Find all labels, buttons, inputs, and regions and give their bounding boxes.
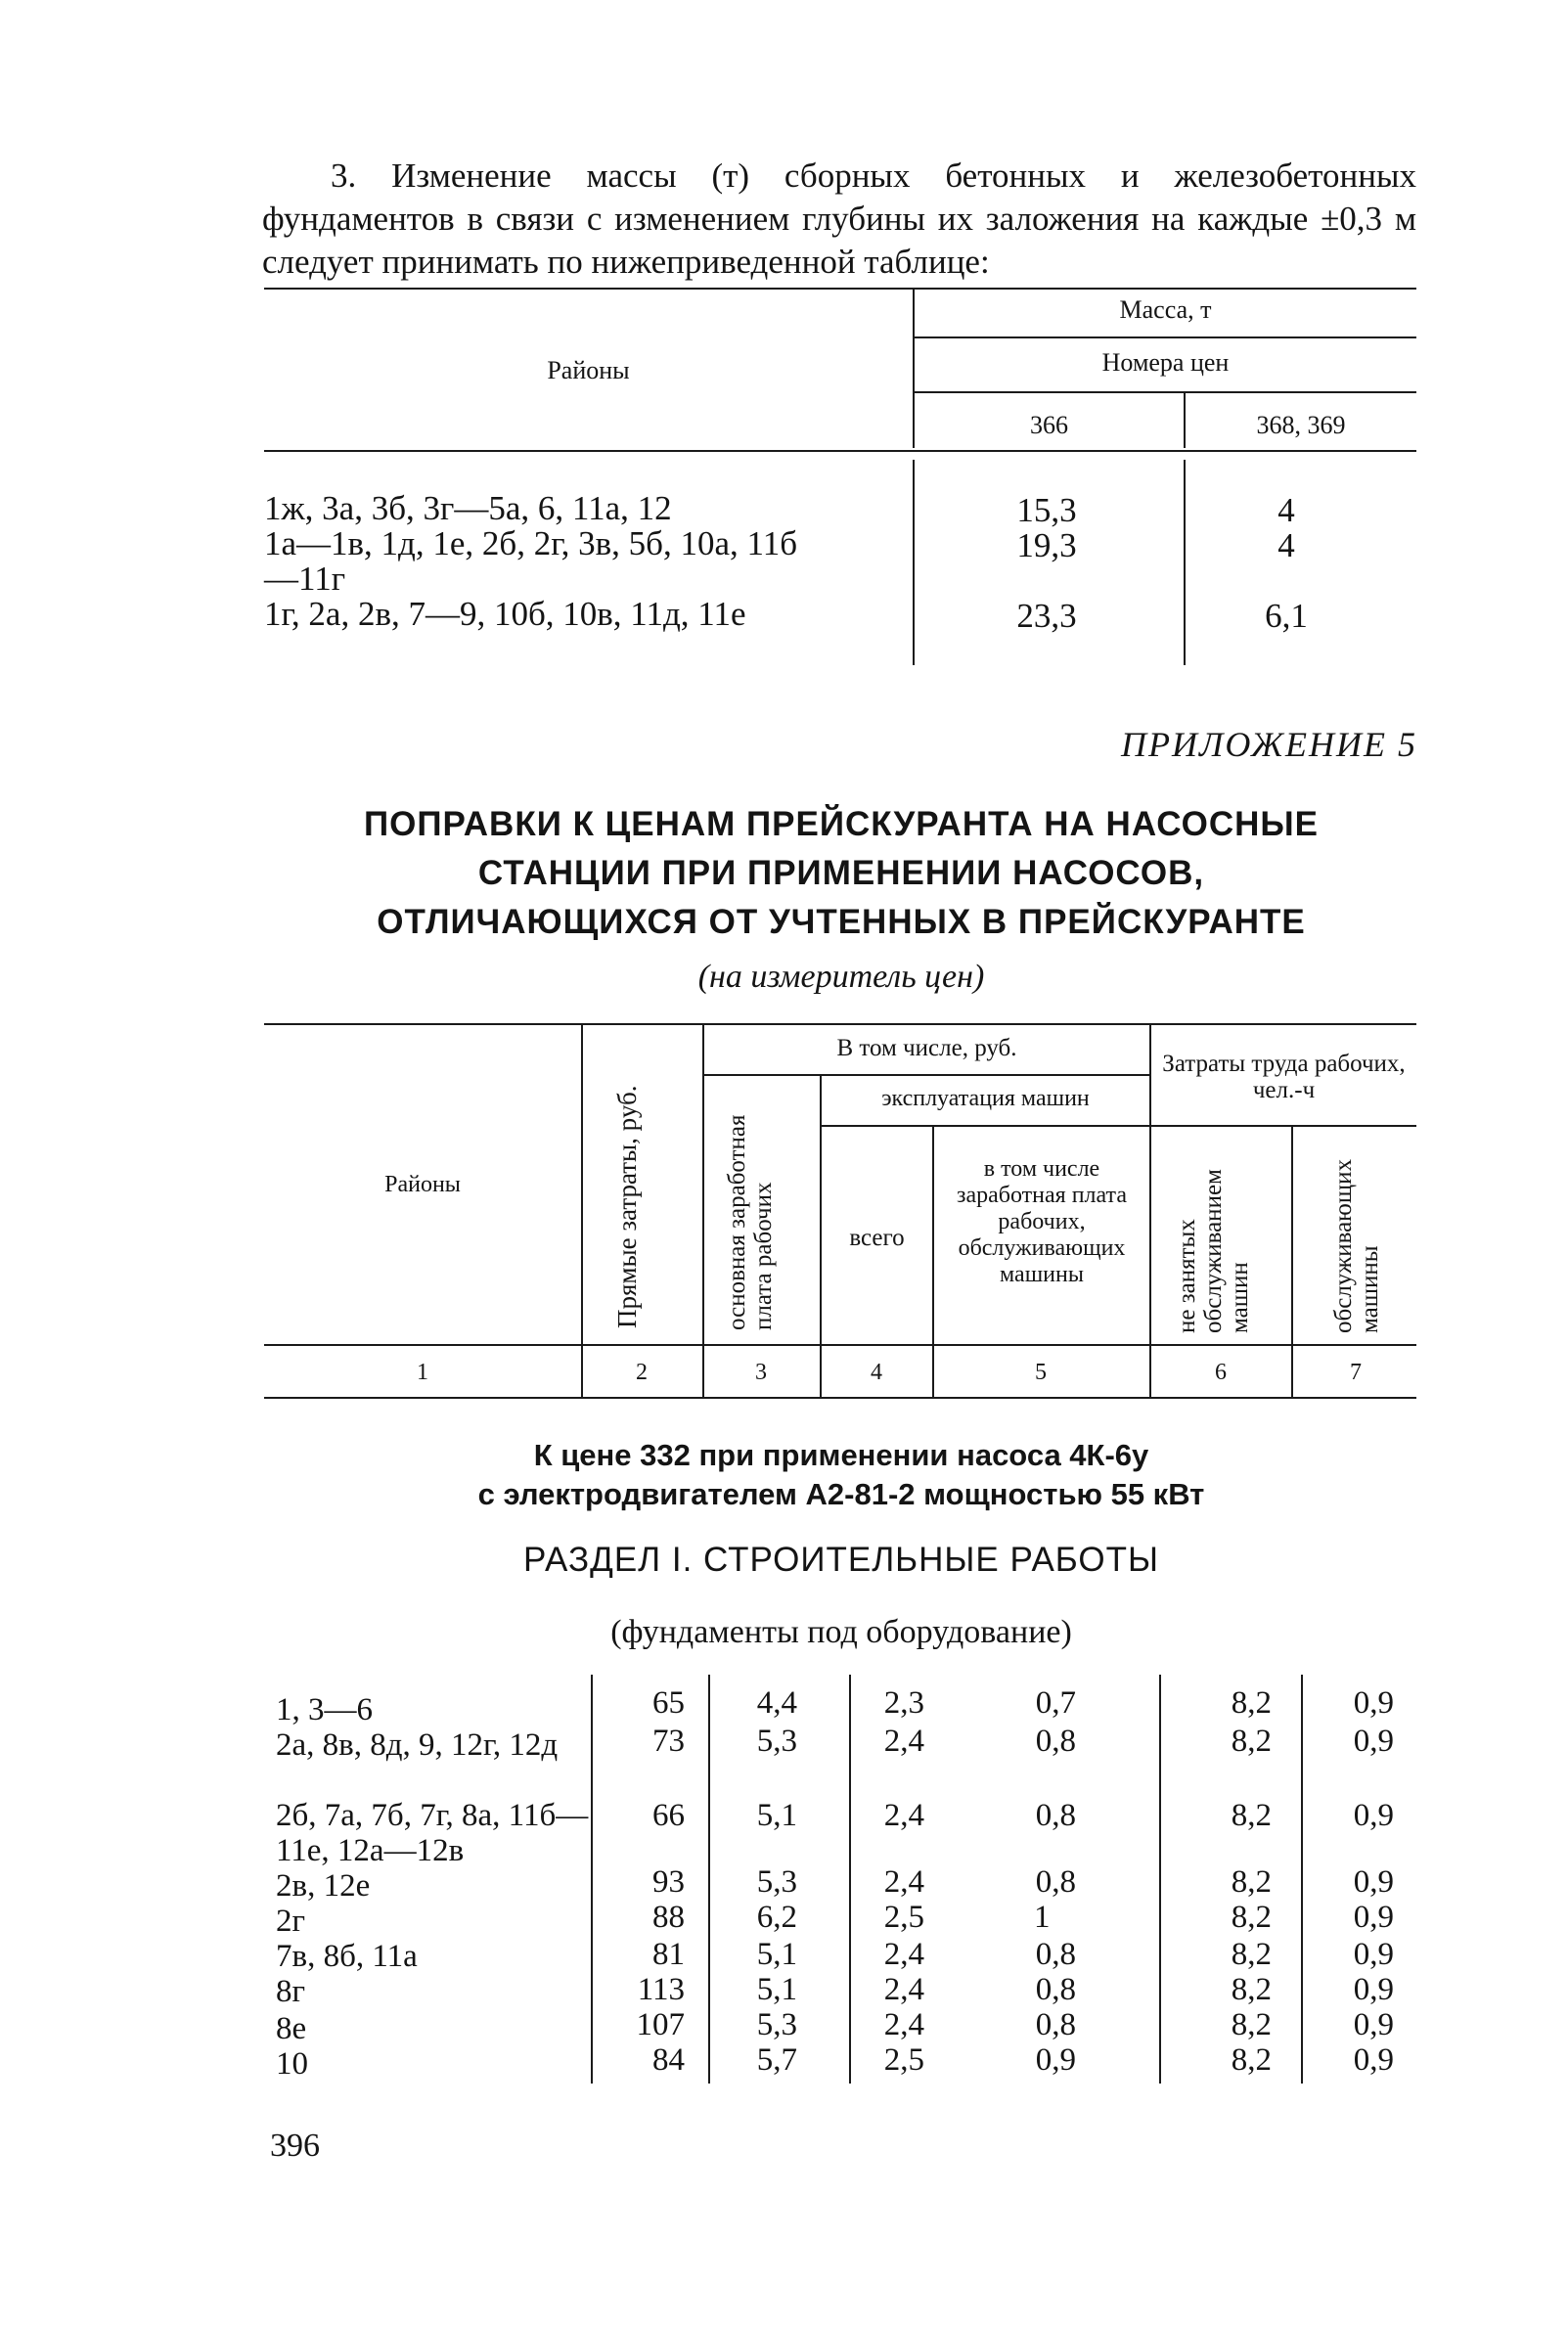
table2-header-labor: Затраты труда рабочих, чел.-ч [1162,1051,1406,1103]
data-region: 2г [276,1904,306,1939]
table2-rule-incl [704,1074,1149,1076]
table2-vline-5 [1149,1025,1151,1399]
data-region: 10 [276,2046,308,2082]
data-vline-1 [591,1675,593,2084]
table1-body-divider [913,460,915,665]
data-vline-2 [708,1675,710,2084]
title-line: СТАНЦИИ ПРИ ПРИМЕНЕНИИ НАСОСОВ, [477,854,1205,892]
table2-header-machines: эксплуатация машин [881,1086,1090,1111]
table1-row-region: 1а—1в, 1д, 1е, 2б, 2г, 3в, 5б, 10а, 11б—11г [264,524,797,598]
table2-header-bottom-rule [264,1344,1416,1346]
data-region: 2б, 7а, 7б, 7г, 8а, 11б—11е, 12а—12в [276,1798,589,1868]
appendix-label: ПРИЛОЖЕНИЕ 5 [1121,725,1417,764]
table2-column-number: 3 [755,1360,767,1385]
table2-rule-labor [1151,1125,1416,1127]
data-value: 2,4 [883,1864,924,1900]
table2-header-not-busy: не занятых обслуживанием машин [1174,1169,1253,1333]
title-line: ПОПРАВКИ К ЦЕНАМ ПРЕЙСКУРАНТА НА НАСОСНЫЕ [363,805,1320,843]
data-value: 2,4 [883,2007,924,2042]
data-value: 0,9 [1353,1798,1394,1833]
price-line: с электродвигателем А2-81-2 мощностью 55 кВт [477,1477,1205,1511]
data-value: 81 [652,1937,685,1972]
data-value: 0,9 [1353,1724,1394,1759]
data-value: 2,5 [883,2042,924,2078]
data-value: 0,8 [1035,1724,1076,1759]
title-line: ОТЛИЧАЮЩИХСЯ ОТ УЧТЕННЫХ В ПРЕЙСКУРАНТЕ [377,903,1306,941]
table2-vline-1 [581,1025,583,1399]
data-value: 93 [652,1864,685,1900]
data-value: 8,2 [1231,1864,1272,1900]
data-value: 0,7 [1035,1685,1076,1721]
page-number: 396 [270,2128,320,2164]
data-value: 65 [652,1685,685,1721]
table1-row-a: 15,3 [1016,491,1077,529]
data-vline-4 [1159,1675,1161,2084]
data-region: 2а, 8в, 8д, 9, 12г, 12д [276,1727,559,1763]
data-value: 8,2 [1231,1972,1272,2007]
table1-body-subdivider [1184,460,1186,665]
data-value: 0,8 [1035,1972,1076,2007]
table1-header-numbers: Номера цен [1101,348,1230,377]
data-value: 8,2 [1231,2007,1272,2042]
data-value: 0,9 [1035,2042,1076,2078]
measure-subtitle: (на измеритель цен) [697,959,985,995]
table1-header-regions: Районы [547,356,630,384]
data-region: 8г [276,1974,306,2009]
section-heading: РАЗДЕЛ I. СТРОИТЕЛЬНЫЕ РАБОТЫ [523,1541,1159,1579]
table2-header-including: В том числе, руб. [836,1035,1017,1061]
data-vline-5 [1301,1675,1303,2084]
table2-rule-machines [822,1125,1149,1127]
table1-rule-mass [915,336,1416,338]
table2-vline-2 [702,1025,704,1399]
data-value: 8,2 [1231,1685,1272,1721]
data-value: 0,9 [1353,1685,1394,1721]
data-region: 1, 3—6 [276,1692,373,1727]
intro-paragraph: 3. Изменение массы (т) сборных бетонных и железобетонных фундаментов в связи с изменением глубины их заложения на каждые ±0,3 м следует принимать по нижеприведенной таблице: [262,157,1416,281]
data-value: 8,2 [1231,2042,1272,2078]
data-value: 0,9 [1353,1937,1394,1972]
table1-top-rule [264,288,1416,290]
price-line: К цене 332 при применении насоса 4К-6у [533,1438,1149,1472]
data-value: 5,1 [756,1937,797,1972]
data-value: 0,9 [1353,1900,1394,1935]
table2-column-number: 6 [1215,1360,1227,1385]
table1-row-b: 4 [1277,491,1295,529]
data-value: 113 [637,1972,685,2007]
table1-row-b: 6,1 [1265,597,1308,635]
table2-column-number: 5 [1035,1360,1047,1385]
data-value: 6,2 [756,1900,797,1935]
table1-row-region: 1г, 2а, 2в, 7—9, 10б, 10в, 11д, 11е [264,595,746,633]
data-value: 2,4 [883,1972,924,2007]
data-value: 66 [652,1798,685,1833]
data-value: 2,4 [883,1798,924,1833]
table2-column-number: 4 [871,1360,882,1385]
table1-row-b: 4 [1277,526,1295,564]
table1-header-bottom-rule [264,450,1416,452]
data-value: 8,2 [1231,1724,1272,1759]
table1-row-region: 1ж, 3а, 3б, 3г—5а, 6, 11а, 12 [264,489,672,527]
table1-row-a: 19,3 [1016,526,1077,564]
table2-column-number: 2 [636,1360,648,1385]
data-region: 7в, 8б, 11а [276,1939,418,1974]
data-value: 5,1 [756,1972,797,2007]
data-value: 2,4 [883,1724,924,1759]
data-value: 88 [652,1900,685,1935]
table2-header-base-wage: основная заработная плата рабочих [724,1114,777,1330]
data-value: 0,9 [1353,2042,1394,2078]
price-heading [264,1436,1418,1514]
table2-header-regions: Районы [384,1172,461,1197]
table1-col-a: 366 [1030,411,1068,439]
table2-header-direct-costs: Прямые затраты, руб. [612,1085,642,1328]
table1-col-b: 368, 369 [1256,411,1346,439]
data-value: 0,8 [1035,1864,1076,1900]
data-value: 5,3 [756,1864,797,1900]
data-value: 84 [652,2042,685,2078]
data-value: 2,4 [883,1937,924,1972]
table2-top-rule [264,1023,1416,1025]
data-value: 73 [652,1724,685,1759]
data-value: 0,8 [1035,1798,1076,1833]
data-value: 2,5 [883,1900,924,1935]
data-value: 0,8 [1035,1937,1076,1972]
data-value: 0,9 [1353,2007,1394,2042]
data-region: 8е [276,2011,307,2046]
data-value: 8,2 [1231,1937,1272,1972]
data-value: 4,4 [756,1685,797,1721]
table2-vline-6 [1291,1127,1293,1399]
data-value: 5,3 [756,2007,797,2042]
table1-header-mass: Масса, т [1119,295,1212,324]
data-value: 2,3 [883,1685,924,1721]
data-value: 0,9 [1353,1864,1394,1900]
table2-column-number: 1 [417,1360,428,1385]
data-value: 5,1 [756,1798,797,1833]
table2-header-serving: обслуживающих машины [1330,1159,1383,1333]
table2-column-number: 7 [1350,1360,1362,1385]
table2-vline-4 [932,1127,934,1399]
section-subheading: (фундаменты под оборудование) [610,1614,1072,1650]
data-region: 2в, 12е [276,1868,371,1904]
data-value: 0,9 [1353,1972,1394,2007]
data-value: 8,2 [1231,1900,1272,1935]
data-value: 1 [1034,1900,1051,1935]
data-value: 107 [636,2007,685,2042]
table2-header-incl-wage: в том числе заработная плата рабочих, обслуживающих машины [957,1156,1127,1287]
table2-bottom-rule [264,1397,1416,1399]
document-title [264,800,1418,947]
table1-rule-numbers [915,391,1416,393]
table2-header-total: всего [849,1225,905,1251]
data-value: 0,8 [1035,2007,1076,2042]
data-value: 5,7 [756,2042,797,2078]
table1-row-a: 23,3 [1016,597,1077,635]
data-value: 8,2 [1231,1798,1272,1833]
data-value: 5,3 [756,1724,797,1759]
